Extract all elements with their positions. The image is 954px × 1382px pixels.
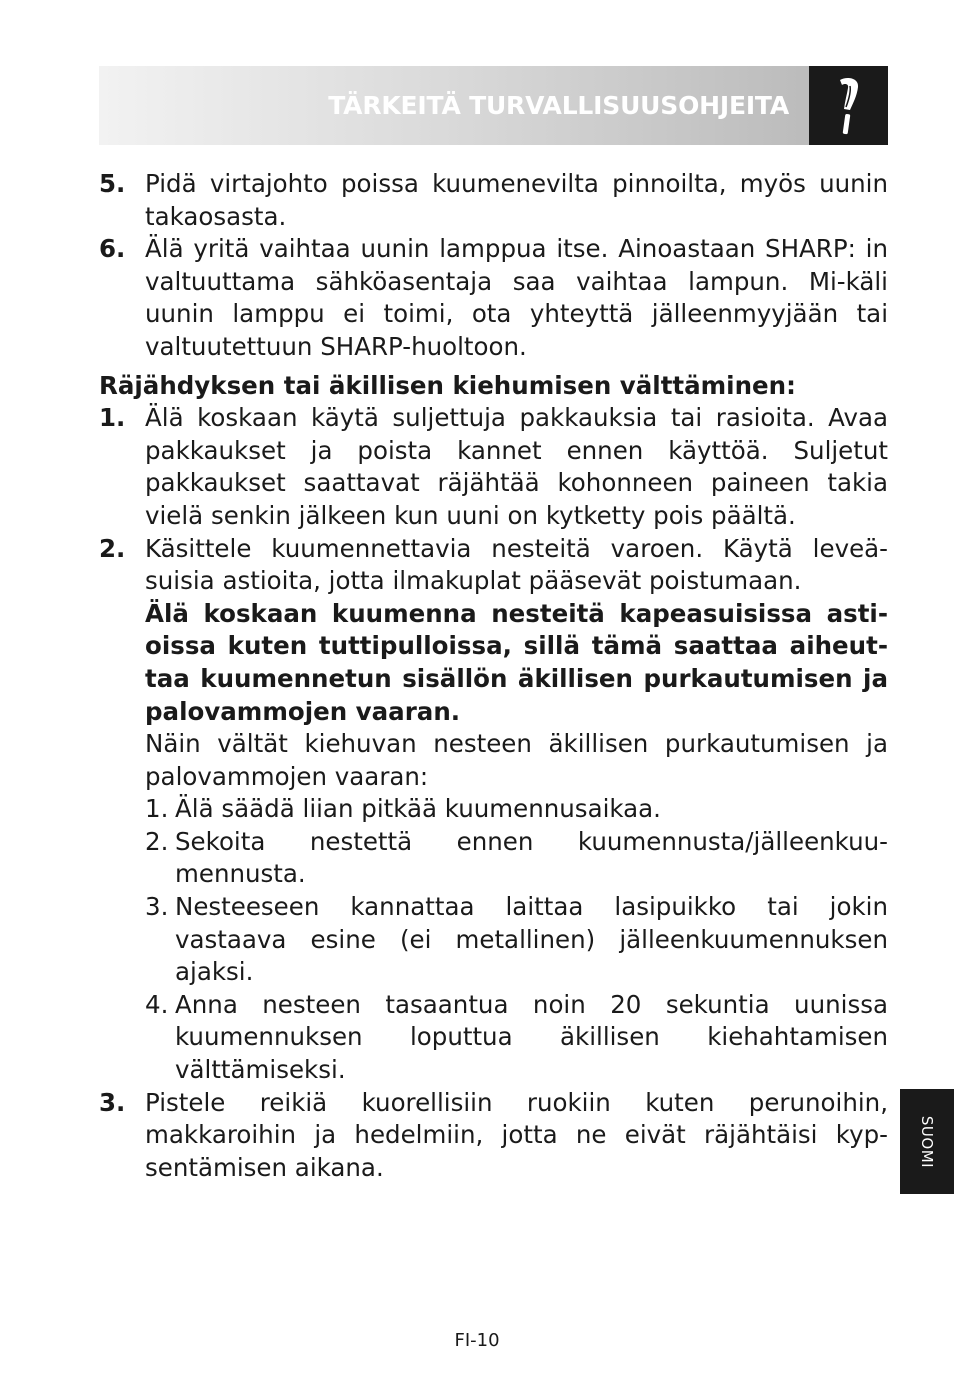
sub-number: 4. <box>145 989 169 1019</box>
list-number: 6. <box>99 234 126 264</box>
list-text: Älä koskaan käytä suljettuja pakkauksia tai rasioita. Avaa pakkaukset ja poista kannet ennen käyttöä. Suljetut pakkaukset saattavat räjähtää kohonneen paineen takia vielä senkin jälkeen kun uuni on kytketty pois päältä. <box>145 403 888 530</box>
sub-text: Sekoita nestettä ennen kuumennusta/jälleenkuu-mennusta. <box>175 826 888 889</box>
list-item-3 <box>99 1087 888 1185</box>
sub-item-2 <box>145 826 888 891</box>
warning-text: Älä koskaan kuumenna nesteitä kapeasuisissa asti-oissa kuten tuttipulloissa, sillä tämä saattaa aiheut-taa kuumennetun sisällön äkillisen purkautumisen ja palovammojen vaaran. <box>145 598 888 726</box>
list-number: 5. <box>99 169 126 198</box>
header-icon-box <box>809 66 888 145</box>
sub-number: 1. <box>145 794 169 824</box>
list-item-6 <box>99 233 888 363</box>
section-header <box>99 66 888 145</box>
section-heading: Räjähdyksen tai äkillisen kiehumisen välttäminen: <box>99 370 796 400</box>
list-item-5 <box>99 168 888 233</box>
list-number: 1. <box>99 403 126 433</box>
sub-text: Nesteeseen kannattaa laittaa lasipuikko tai jokin vastaava esine (ei metallinen) jälleenkuumennuksen ajaksi. <box>175 892 888 987</box>
sub-text: Anna nesteen tasaantua noin 20 sekuntia uunissa kuumennuksen loputtua äkillisen kiehahtamisen välttämiseksi. <box>175 989 888 1085</box>
header-title: TÄRKEITÄ TURVALLISUUSOHJEITA <box>328 91 789 120</box>
list-item-2 <box>99 533 888 1087</box>
list-item-1 <box>99 402 888 532</box>
list-number: 2. <box>99 533 126 563</box>
content <box>99 168 888 1184</box>
sub-number: 2. <box>145 826 169 856</box>
list-number: 3. <box>99 1087 126 1117</box>
language-tab <box>900 1089 954 1194</box>
sub-text: Älä säädä liian pitkää kuumennusaikaa. <box>175 794 661 824</box>
list-text: Käsittele kuumennettavia nesteitä varoen. Käytä leveä-suisia astioita, jotta ilmakuplat pääsevät poistumaan. <box>145 533 888 596</box>
sub-item-1 <box>145 793 888 826</box>
warning-exclamation-icon <box>831 76 867 136</box>
page-number: FI-10 <box>454 1330 500 1351</box>
list-text: Pistele reikiä kuorellisiin ruokiin kuten perunoihin, makkaroihin ja hedelmiin, jotta ne eivät räjähtäisi kyp-sentämisen aikana. <box>145 1087 888 1182</box>
sub-item-4 <box>145 989 888 1087</box>
sub-number: 3. <box>145 892 169 922</box>
language-tab-label: SUOMI <box>918 1115 936 1168</box>
sub-item-3 <box>145 891 888 989</box>
list-text: Älä yritä vaihtaa uunin lamppua itse. Ainoastaan SHARP: in valtuuttama sähköasentaja saa vaihtaa lampun. Mi-käli uunin lamppu ei toimi, ota yhteyttä jälleenmyyjään tai valtuutettuun SHARP-huoltoon. <box>145 234 888 361</box>
intro-text: Näin vältät kiehuvan nesteen äkillisen purkautumisen ja palovammojen vaaran: <box>145 729 888 791</box>
list-text: Pidä virtajohto poissa kuumenevilta pinnoilta, myös uunin takaosasta. <box>145 169 888 231</box>
